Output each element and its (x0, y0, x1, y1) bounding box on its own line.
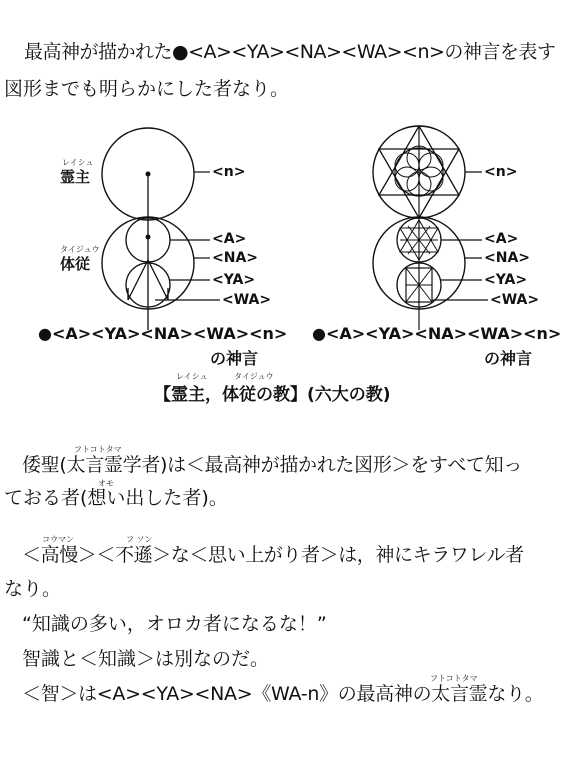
left-tag-wa: <WA> (222, 292, 272, 308)
left-tag-ya: <YA> (212, 272, 256, 288)
figure-title: 【霊主，体従の教】(六大の教) (154, 385, 391, 405)
para2-line2: ておる者(想い出した者)。 (4, 487, 228, 509)
right-tag-ya: <YA> (484, 272, 528, 288)
left-caption-line1: ●<A><YA><NA><WA><n> (38, 324, 288, 343)
right-caption-line1: ●<A><YA><NA><WA><n> (312, 324, 562, 343)
para1-line2: 図形までも明らかにした者なり。 (4, 78, 290, 100)
para1-line1: 最高神が描かれた●<A><YA><NA><WA><n>の神言を表す (24, 41, 556, 63)
left-label-bottom: 体従 (60, 255, 91, 273)
para3-ruby-1: コウマン (42, 535, 74, 544)
para3-line5-ruby: フトコトタマ (430, 674, 478, 683)
left-tag-na: <NA> (212, 250, 259, 266)
title-ruby-1: レイシュ (176, 372, 208, 381)
para3-line5: ＜智＞は<A><YA><NA>《WA-n》の最高神の太言霊なり。 (22, 683, 544, 705)
para3-ruby-2: フ ソン (126, 535, 153, 544)
left-tag-a: <A> (212, 231, 247, 247)
right-caption-line2: の神言 (484, 349, 533, 368)
right-tag-na: <NA> (484, 250, 531, 266)
para3-line4: 智識と＜知識＞は別なのだ。 (22, 648, 270, 670)
para2-line2-ruby: オモ (98, 479, 114, 488)
para3-line2: なり。 (4, 578, 62, 600)
left-label-top: 霊主 (60, 168, 91, 186)
left-inner-dot (146, 235, 151, 240)
para2-line1-ruby: フトコトタマ (74, 445, 122, 454)
left-tag-n: <n> (212, 164, 246, 180)
right-tag-a: <A> (484, 231, 519, 247)
left-caption-line2: の神言 (210, 349, 259, 368)
left-label-top-ruby: レイシュ (62, 158, 94, 167)
para2-line1: 倭聖(太言霊学者)は＜最高神が描かれた図形＞をすべて知っ (22, 454, 523, 476)
left-label-bottom-ruby: タイジュウ (60, 245, 100, 254)
right-tag-n: <n> (484, 164, 518, 180)
title-ruby-2: タイジュウ (234, 372, 274, 381)
para3-line3: “知識の多い，オロカ者になるな！” (22, 613, 327, 635)
para3-line1: ＜高慢＞＜不遜＞な＜思い上がり者＞は，神にキラワレル者 (22, 544, 524, 566)
right-tag-wa: <WA> (490, 292, 540, 308)
